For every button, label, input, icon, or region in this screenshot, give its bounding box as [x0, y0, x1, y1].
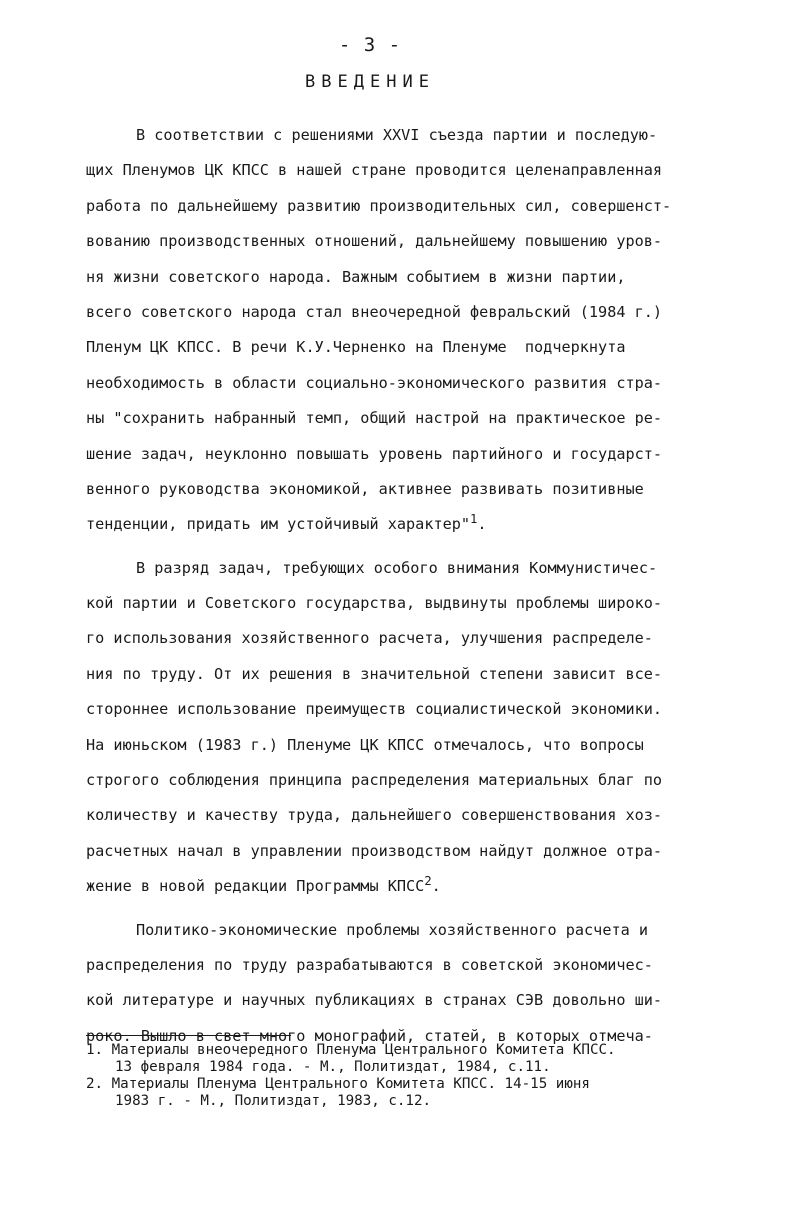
text-line: вованию производственных отношений, дальнейшему повышению уров- — [86, 232, 663, 251]
text-line: В разряд задач, требующих особого внимания Коммунистичес- — [136, 558, 658, 577]
section-heading: ВВЕДЕНИЕ — [305, 72, 435, 92]
paragraph-3 — [86, 913, 758, 1055]
text-line: кой литературе и научных публикациях в странах СЭВ довольно ши- — [86, 991, 663, 1010]
paragraph-2 — [86, 551, 758, 905]
text-line: распределения по труду разрабатываются в советской экономичес- — [86, 955, 653, 974]
text-line: стороннее использование преимуществ социалистической экономики. — [86, 700, 663, 719]
paragraph-1 — [86, 118, 758, 543]
text-line: строгого соблюдения принципа распределения материальных благ по — [86, 771, 663, 790]
footnotes — [86, 1042, 766, 1110]
footnote-line: 13 февраля 1984 года. - М., Политиздат, 1984, с.11. — [115, 1059, 551, 1075]
body-text — [86, 118, 758, 1054]
period: . — [431, 877, 441, 896]
footnote-line — [86, 1076, 766, 1093]
page-number: - 3 - — [338, 34, 402, 56]
text-line: Политико-экономические проблемы хозяйственного расчета и — [136, 920, 649, 939]
footnote-ref-2: 2 — [424, 874, 432, 889]
text-line: кой партии и Советского государства, выдвинуты проблемы широко- — [86, 594, 663, 613]
footnote-line — [86, 1042, 766, 1059]
text-line: необходимость в области социально-экономического развития стра- — [86, 373, 663, 392]
text-line: ня жизни советского народа. Важным событием в жизни партии, — [86, 267, 626, 286]
footnote-text: Материалы внеочередного Пленума Центрального Комитета КПСС. — [111, 1042, 616, 1058]
footnote-divider — [86, 1035, 291, 1036]
text-line: На июньском (1983 г.) Пленуме ЦК КПСС отмечалось, что вопросы — [86, 735, 644, 754]
text-line: ния по труду. От их решения в значительной степени зависит все- — [86, 664, 663, 683]
footnote-marker: 2. — [86, 1076, 104, 1092]
text-line-content: жение в новой редакции Программы КПСС — [86, 877, 425, 896]
footnote-2 — [86, 1076, 766, 1110]
text-line: венного руководства экономикой, активнее развивать позитивные — [86, 479, 644, 498]
text-line: шение задач, неуклонно повышать уровень партийного и государст- — [86, 444, 663, 463]
text-line: ны "сохранить набранный темп, общий настрой на практическое ре- — [86, 409, 663, 428]
text-line — [86, 507, 758, 542]
text-line: Пленум ЦК КПСС. В речи К.У.Черненко на Пленуме подчеркнута — [86, 338, 626, 357]
text-line: роко. Вышло в свет много монографий, статей, в которых отмеча- — [86, 1026, 653, 1045]
text-line: всего советского народа стал внеочередной февральский (1984 г.) — [86, 302, 663, 321]
footnote-1 — [86, 1042, 766, 1076]
text-line: количеству и качеству труда, дальнейшего совершенствования хоз- — [86, 806, 663, 825]
text-line: расчетных начал в управлении производством найдут должное отра- — [86, 841, 663, 860]
text-line-content: тенденции, придать им устойчивый характер" — [86, 515, 471, 534]
text-line: В соответствии с решениями XXVI съезда партии и последую- — [136, 126, 658, 144]
text-line: работа по дальнейшему развитию производительных сил, совершенст- — [86, 196, 672, 215]
footnote-text: Материалы Пленума Центрального Комитета КПСС. 14-15 июня — [111, 1076, 590, 1092]
text-line — [86, 869, 758, 904]
footnote-marker: 1. — [86, 1042, 104, 1058]
text-line: щих Пленумов ЦК КПСС в нашей стране проводится целенаправленная — [86, 161, 663, 180]
period: . — [477, 515, 487, 534]
footnote-line: 1983 г. - М., Политиздат, 1983, с.12. — [115, 1093, 432, 1109]
text-line: го использования хозяйственного расчета, улучшения распределе- — [86, 629, 653, 648]
footnote-ref-1: 1 — [470, 512, 478, 527]
